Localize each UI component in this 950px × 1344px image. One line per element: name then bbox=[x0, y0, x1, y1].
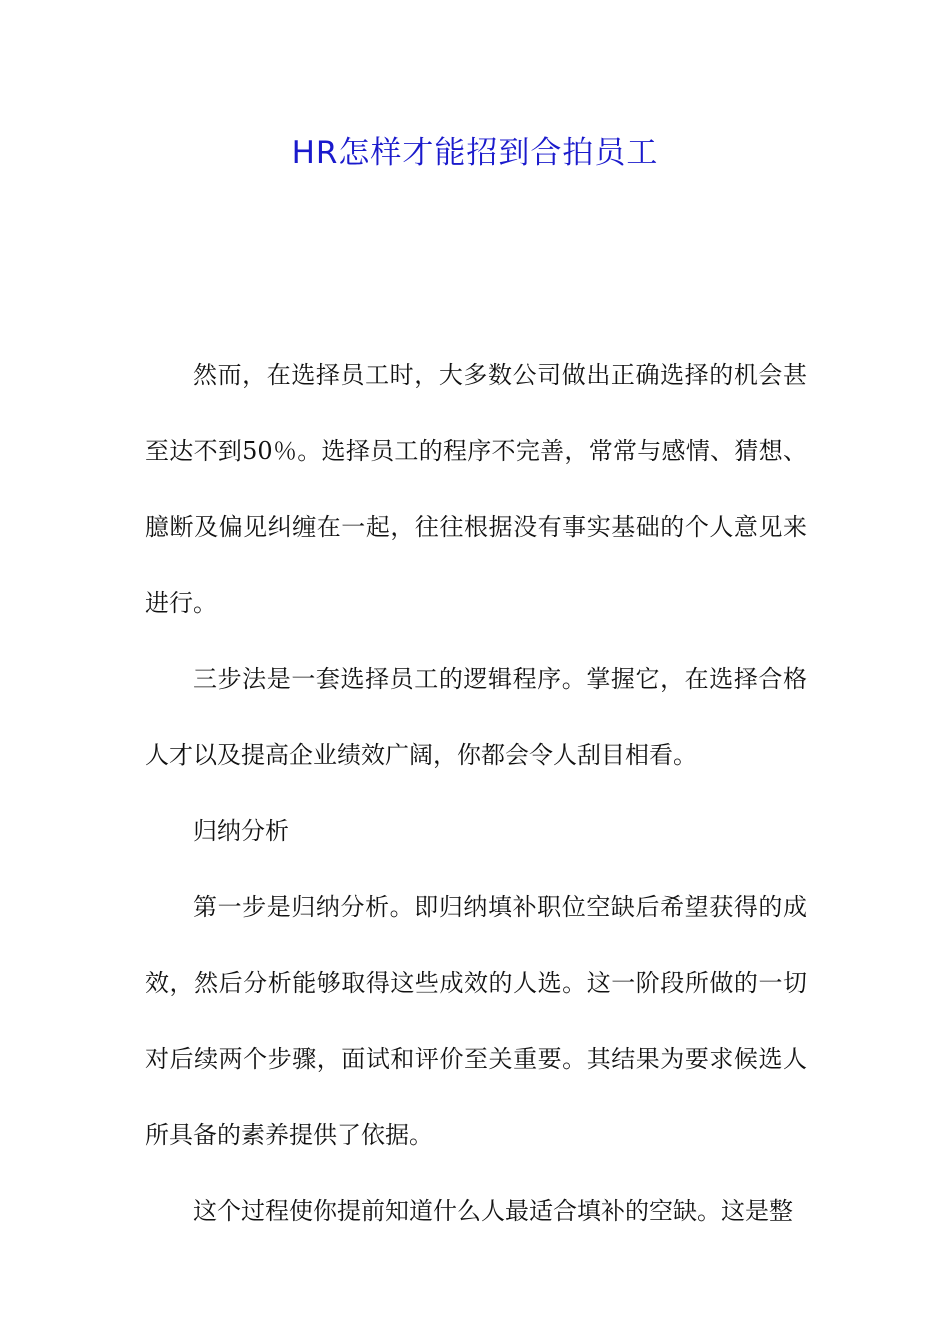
paragraph-three-step: 三步法是一套选择员工的逻辑程序。掌握它，在选择合格人才以及提高企业绩效广阔，你都会令人刮目相看。 bbox=[145, 665, 807, 769]
section-heading-analysis: 归纳分析 bbox=[193, 817, 289, 845]
paragraph-step-one: 第一步是归纳分析。即归纳填补职位空缺后希望获得的成效，然后分析能够取得这些成效的人选。这一阶段所做的一切对后续两个步骤，面试和评价至关重要。其结果为要求候选人所具备的素养提供了依据。 bbox=[145, 893, 807, 1149]
document-body bbox=[145, 337, 807, 1249]
document-title: HR怎样才能招到合拍员工 bbox=[291, 135, 659, 171]
paragraph-intro: 然而，在选择员工时，大多数公司做出正确选择的机会甚至达不到50％。选择员工的程序不完善，常常与感情、猜想、臆断及偏见纠缠在一起，往往根据没有事实基础的个人意见来进行。 bbox=[145, 361, 807, 617]
paragraph-process: 这个过程使你提前知道什么人最适合填补的空缺。这是整 bbox=[193, 1197, 793, 1225]
